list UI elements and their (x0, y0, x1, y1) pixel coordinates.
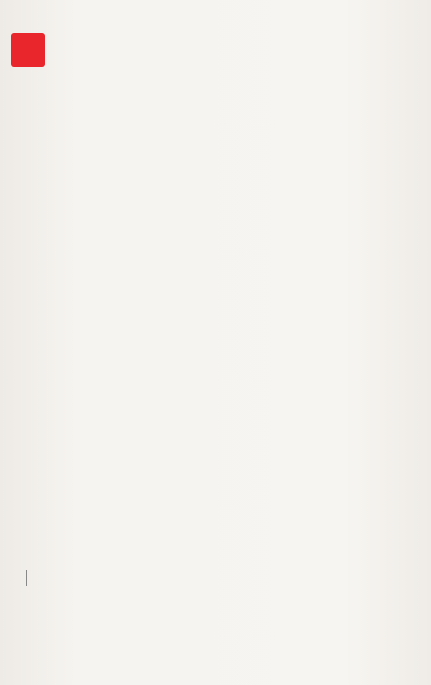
footer-divider (26, 570, 27, 586)
book24-logo[interactable] (8, 28, 168, 80)
logo-letter (11, 33, 45, 67)
